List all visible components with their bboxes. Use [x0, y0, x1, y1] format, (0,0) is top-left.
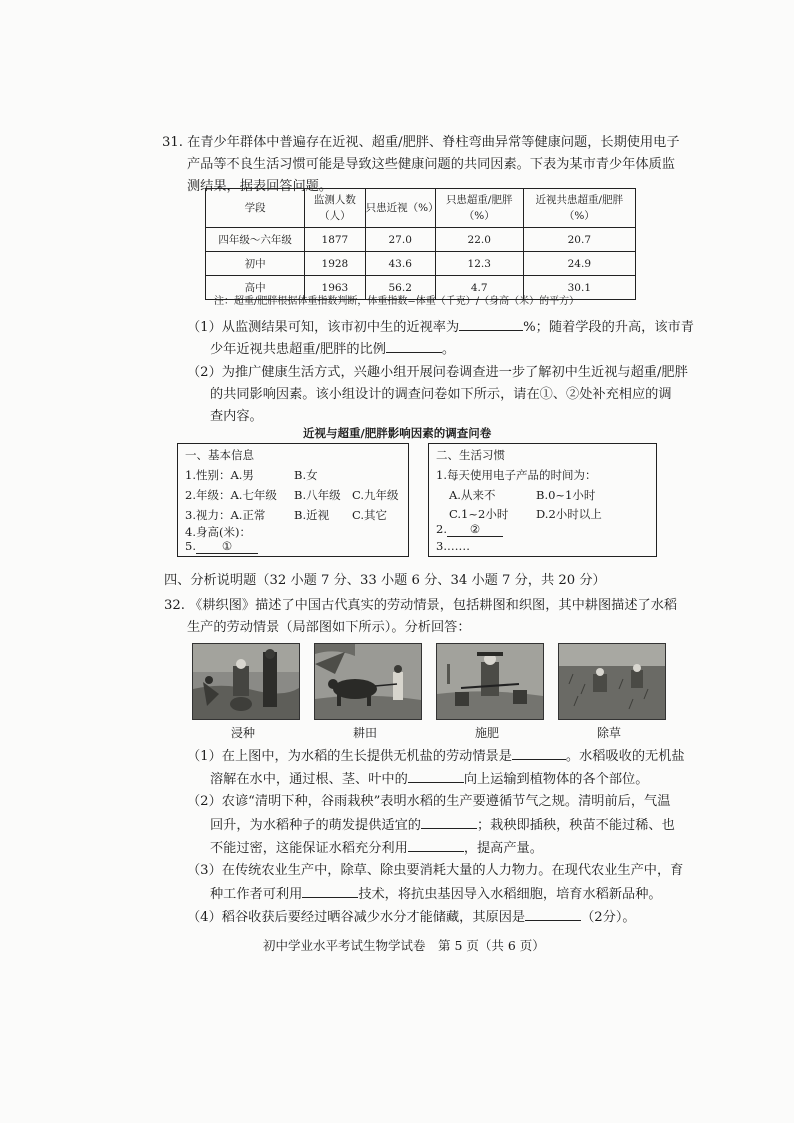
- table-cell: 24.9: [523, 252, 635, 276]
- table-cell: 初中: [206, 252, 305, 276]
- q32-intro-line2: 生产的劳动情景（局部图如下所示）。分析回答：: [187, 620, 471, 635]
- q32-part3-line1: （3）在传统农业生产中，除草、除虫要消耗大量的人力物力。在现代农业生产中，育: [187, 863, 684, 878]
- page-footer: 初中学业水平考试生物学试卷 第 5 页（共 6 页）: [263, 938, 545, 953]
- box2-line2: A.从来不: [449, 488, 496, 502]
- table-row: [206, 252, 636, 276]
- q32-part4-line1: （4）稻谷收获后要经过晒谷减少水分才能储藏，其原因是 （2分）。: [187, 906, 636, 929]
- q31-intro-line1: 31. 在青少年群体中普遍存在近视、超重/肥胖、脊柱弯曲异常等健康问题，长期使用电子: [162, 135, 680, 150]
- box2-line3-b: D.2小时以上: [536, 507, 602, 521]
- q31-intro-line2: 产品等不良生活习惯可能是导致这些健康问题的共同因素。下表为某市青少年体质监: [187, 157, 675, 172]
- box1-line1: 1.性别：A.男: [185, 468, 254, 482]
- table-cell: 22.0: [435, 228, 523, 252]
- q32-part2-line3: 不能过密，这能保证水稻充分利用 ，提高产量。: [210, 837, 543, 860]
- box1-line3-c: C.其它: [352, 508, 388, 522]
- box1-line2: 2.年级：A.七年级: [185, 488, 277, 502]
- box1-line3-b: B.近视: [294, 508, 330, 522]
- table-cell: 1877: [305, 228, 365, 252]
- box2-line2-b: B.0~1小时: [536, 488, 596, 502]
- q32-part2-line2: 回升，为水稻种子的萌发提供适宜的 ；栽秧即插秧，秧苗不能过稀、也: [210, 814, 675, 837]
- box2-line4: 2. ②: [436, 522, 503, 537]
- answer-blank[interactable]: [386, 338, 442, 353]
- image-fertilizing: [436, 643, 544, 720]
- box2-title: 二、生活习惯: [436, 448, 505, 462]
- q32-part2-line1: （2）农谚“清明下种，谷雨栽秧”表明水稻的生产要遵循节气之规。清明前后，气温: [187, 794, 671, 809]
- survey-title: 近视与超重/肥胖影响因素的调查问卷: [303, 426, 492, 440]
- table-cell: 1963: [305, 276, 365, 300]
- q32-part1-line1: （1）在上图中，为水稻的生长提供无机盐的劳动情景是 。水稻吸收的无机盐: [187, 745, 685, 768]
- box1-line2-b: B.八年级: [294, 488, 341, 502]
- q31-part2-line2: 的共同影响因素。该小组设计的调查问卷如下所示，请在①、②处补充相应的调: [210, 387, 672, 402]
- answer-blank-2[interactable]: ②: [447, 523, 503, 537]
- table-cell: 30.1: [523, 276, 635, 300]
- table-header: 近视共患超重/肥胖（%）: [523, 189, 635, 228]
- table-cell: 27.0: [365, 228, 435, 252]
- box2-line5: 3.……: [436, 539, 470, 553]
- q31-part1-line2: 少年近视共患超重/肥胖的比例 。: [210, 338, 455, 361]
- box1-title: 一、基本信息: [185, 448, 254, 462]
- table-header: 监测人数（人）: [305, 189, 365, 228]
- table-cell: 四年级～六年级: [206, 228, 305, 252]
- q31-intro-line3: 测结果，据表回答问题。: [187, 179, 333, 194]
- box1-line5: 5. ①: [185, 539, 258, 554]
- caption-weeding: 除草: [597, 726, 622, 740]
- box1-line1-b: B.女: [294, 468, 318, 482]
- q32-part1-line2: 溶解在水中，通过根、茎、叶中的 向上运输到植物体的各个部位。: [210, 768, 648, 791]
- box1-line2-c: C.九年级: [352, 488, 399, 502]
- q31-part2-line3: 查内容。: [210, 409, 263, 424]
- image-plowing: [314, 643, 422, 720]
- image-soaking-seeds: [192, 643, 300, 720]
- answer-blank[interactable]: [408, 768, 464, 783]
- health-survey-table: [205, 188, 636, 300]
- q31-part1-line1: （1）从监测结果可知，该市初中生的近视率为 %；随着学段的升高，该市青: [187, 316, 694, 339]
- answer-blank[interactable]: [408, 837, 464, 852]
- table-cell: 1928: [305, 252, 365, 276]
- q31-part2-line1: （2）为推广健康生活方式，兴趣小组开展问卷调查进一步了解初中生近视与超重/肥胖: [187, 365, 688, 380]
- table-note: 注：超重/肥胖根据体重指数判断，体重指数=体重（千克）/（身高（米）的平方）: [214, 296, 580, 307]
- table-header: 只患超重/肥胖（%）: [435, 189, 523, 228]
- survey-box-life-habits: [428, 443, 657, 557]
- answer-blank-1[interactable]: ①: [196, 540, 258, 554]
- answer-blank[interactable]: [302, 883, 358, 898]
- table-header-row: [206, 189, 636, 228]
- answer-blank[interactable]: [525, 906, 581, 921]
- survey-box-basic-info: [177, 443, 409, 557]
- table-cell: 43.6: [365, 252, 435, 276]
- table-cell: 56.2: [365, 276, 435, 300]
- answer-blank[interactable]: [512, 745, 566, 760]
- box1-line3: 3.视力：A.正常: [185, 508, 266, 522]
- answer-blank[interactable]: [459, 316, 523, 331]
- q32-intro-line1: 32. 《耕织图》描述了中国古代真实的劳动情景，包括耕图和织图，其中耕图描述了水稻: [164, 598, 678, 613]
- table-cell: 4.7: [435, 276, 523, 300]
- table-row: [206, 228, 636, 252]
- box2-line3: C.1~2小时: [449, 507, 509, 521]
- table-cell: 12.3: [435, 252, 523, 276]
- answer-blank[interactable]: [421, 814, 477, 829]
- section-heading: 四、分析说明题（32 小题 7 分、33 小题 6 分、34 小题 7 分，共 20 分）: [164, 573, 606, 588]
- table-cell: 高中: [206, 276, 305, 300]
- table-cell: 20.7: [523, 228, 635, 252]
- image-weeding: [558, 643, 666, 720]
- caption-soaking: 浸种: [231, 726, 256, 740]
- table-header: 只患近视（%）: [365, 189, 435, 228]
- box1-line4: 4.身高(米)：: [185, 525, 251, 539]
- caption-fertilizing: 施肥: [475, 726, 500, 740]
- q32-part3-line2: 种工作者可利用 技术，将抗虫基因导入水稻细胞，培育水稻新品种。: [210, 883, 662, 906]
- box2-line1: 1.每天使用电子产品的时间为：: [436, 468, 597, 482]
- caption-plowing: 耕田: [353, 726, 378, 740]
- table-header: 学段: [206, 189, 305, 228]
